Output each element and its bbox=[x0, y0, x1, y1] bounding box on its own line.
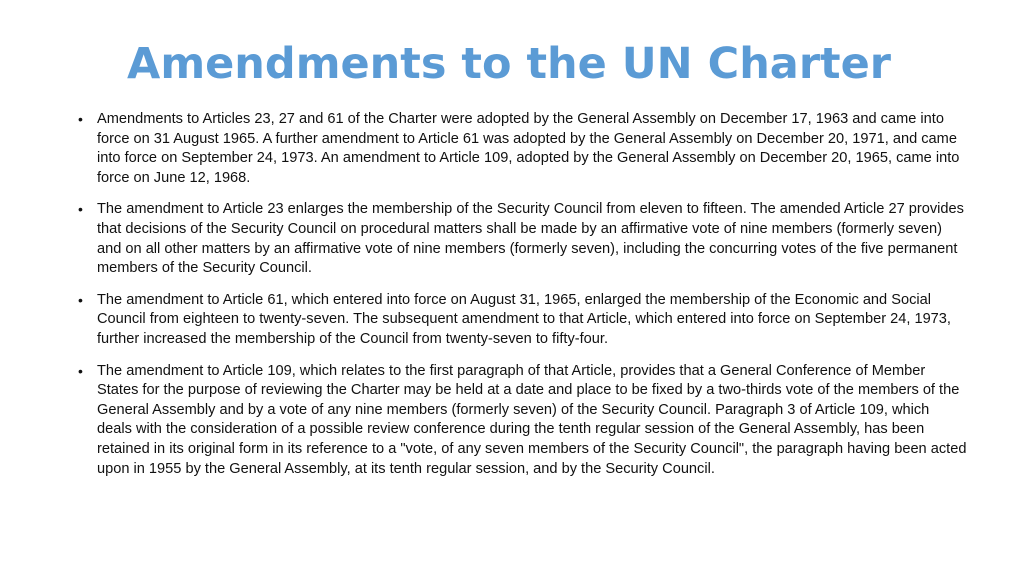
bullet-item bbox=[78, 291, 968, 350]
bullet-item bbox=[78, 200, 968, 278]
bullet-point-icon: • bbox=[78, 291, 83, 308]
bullet-item bbox=[78, 362, 968, 480]
bullet-text: The amendment to Article 109, which relates to the first paragraph of that Article, provides that a General Conference of Member States for the purpose of reviewing the Charter may be held at a date and place to be fixed by a two-thirds vote of the members of the General Assembly and by a vote of any nine members (formerly seven) of the Security Council. Paragraph 3 of Article 109, which deals with the consideration of a possible review conference during the tenth regular session of the General Assembly, has been retained in its original form in its reference to a "vote, of any seven members of the Security Council", the paragraph having been acted upon in 1955 by the General Assembly, at its tenth regular session, and by the Security Council. bbox=[97, 362, 967, 477]
bullet-item bbox=[78, 110, 968, 188]
bullet-point-icon: • bbox=[78, 362, 83, 379]
slide-title: Amendments to the UN Charter bbox=[127, 39, 891, 89]
bullet-point-icon: • bbox=[78, 111, 83, 127]
bullet-text: Amendments to Articles 23, 27 and 61 of the Charter were adopted by the General Assembly on December 17, 1963 and came into force on 31 August 1965. A further amendment to Article 61 was adopted by the General Assembly on December 20, 1971, and came into force on September 24, 1973. An amendment to Article 109, adopted by the General Assembly on December 20, 1965, came into force on June 12, 1968. bbox=[97, 111, 960, 186]
bullet-list bbox=[78, 110, 968, 491]
bullet-text: The amendment to Article 61, which entered into force on August 31, 1965, enlarged the membership of the Economic and Social Council from eighteen to twenty-seven. The subsequent amendment to that Article, which entered into force on September 24, 1973, further increased the membership of the Council from twenty-seven to fifty-four. bbox=[97, 291, 951, 347]
bullet-text: The amendment to Article 23 enlarges the membership of the Security Council from eleven to fifteen. The amended Article 27 provides that decisions of the Security Council on procedural matters shall be made by an affirmative vote of nine members (formerly seven) and on all other matters by an affirmative vote of nine members (formerly seven), including the concurring votes of the five permanent members of the Security Council. bbox=[97, 201, 964, 277]
bullet-point-icon: • bbox=[78, 201, 83, 218]
